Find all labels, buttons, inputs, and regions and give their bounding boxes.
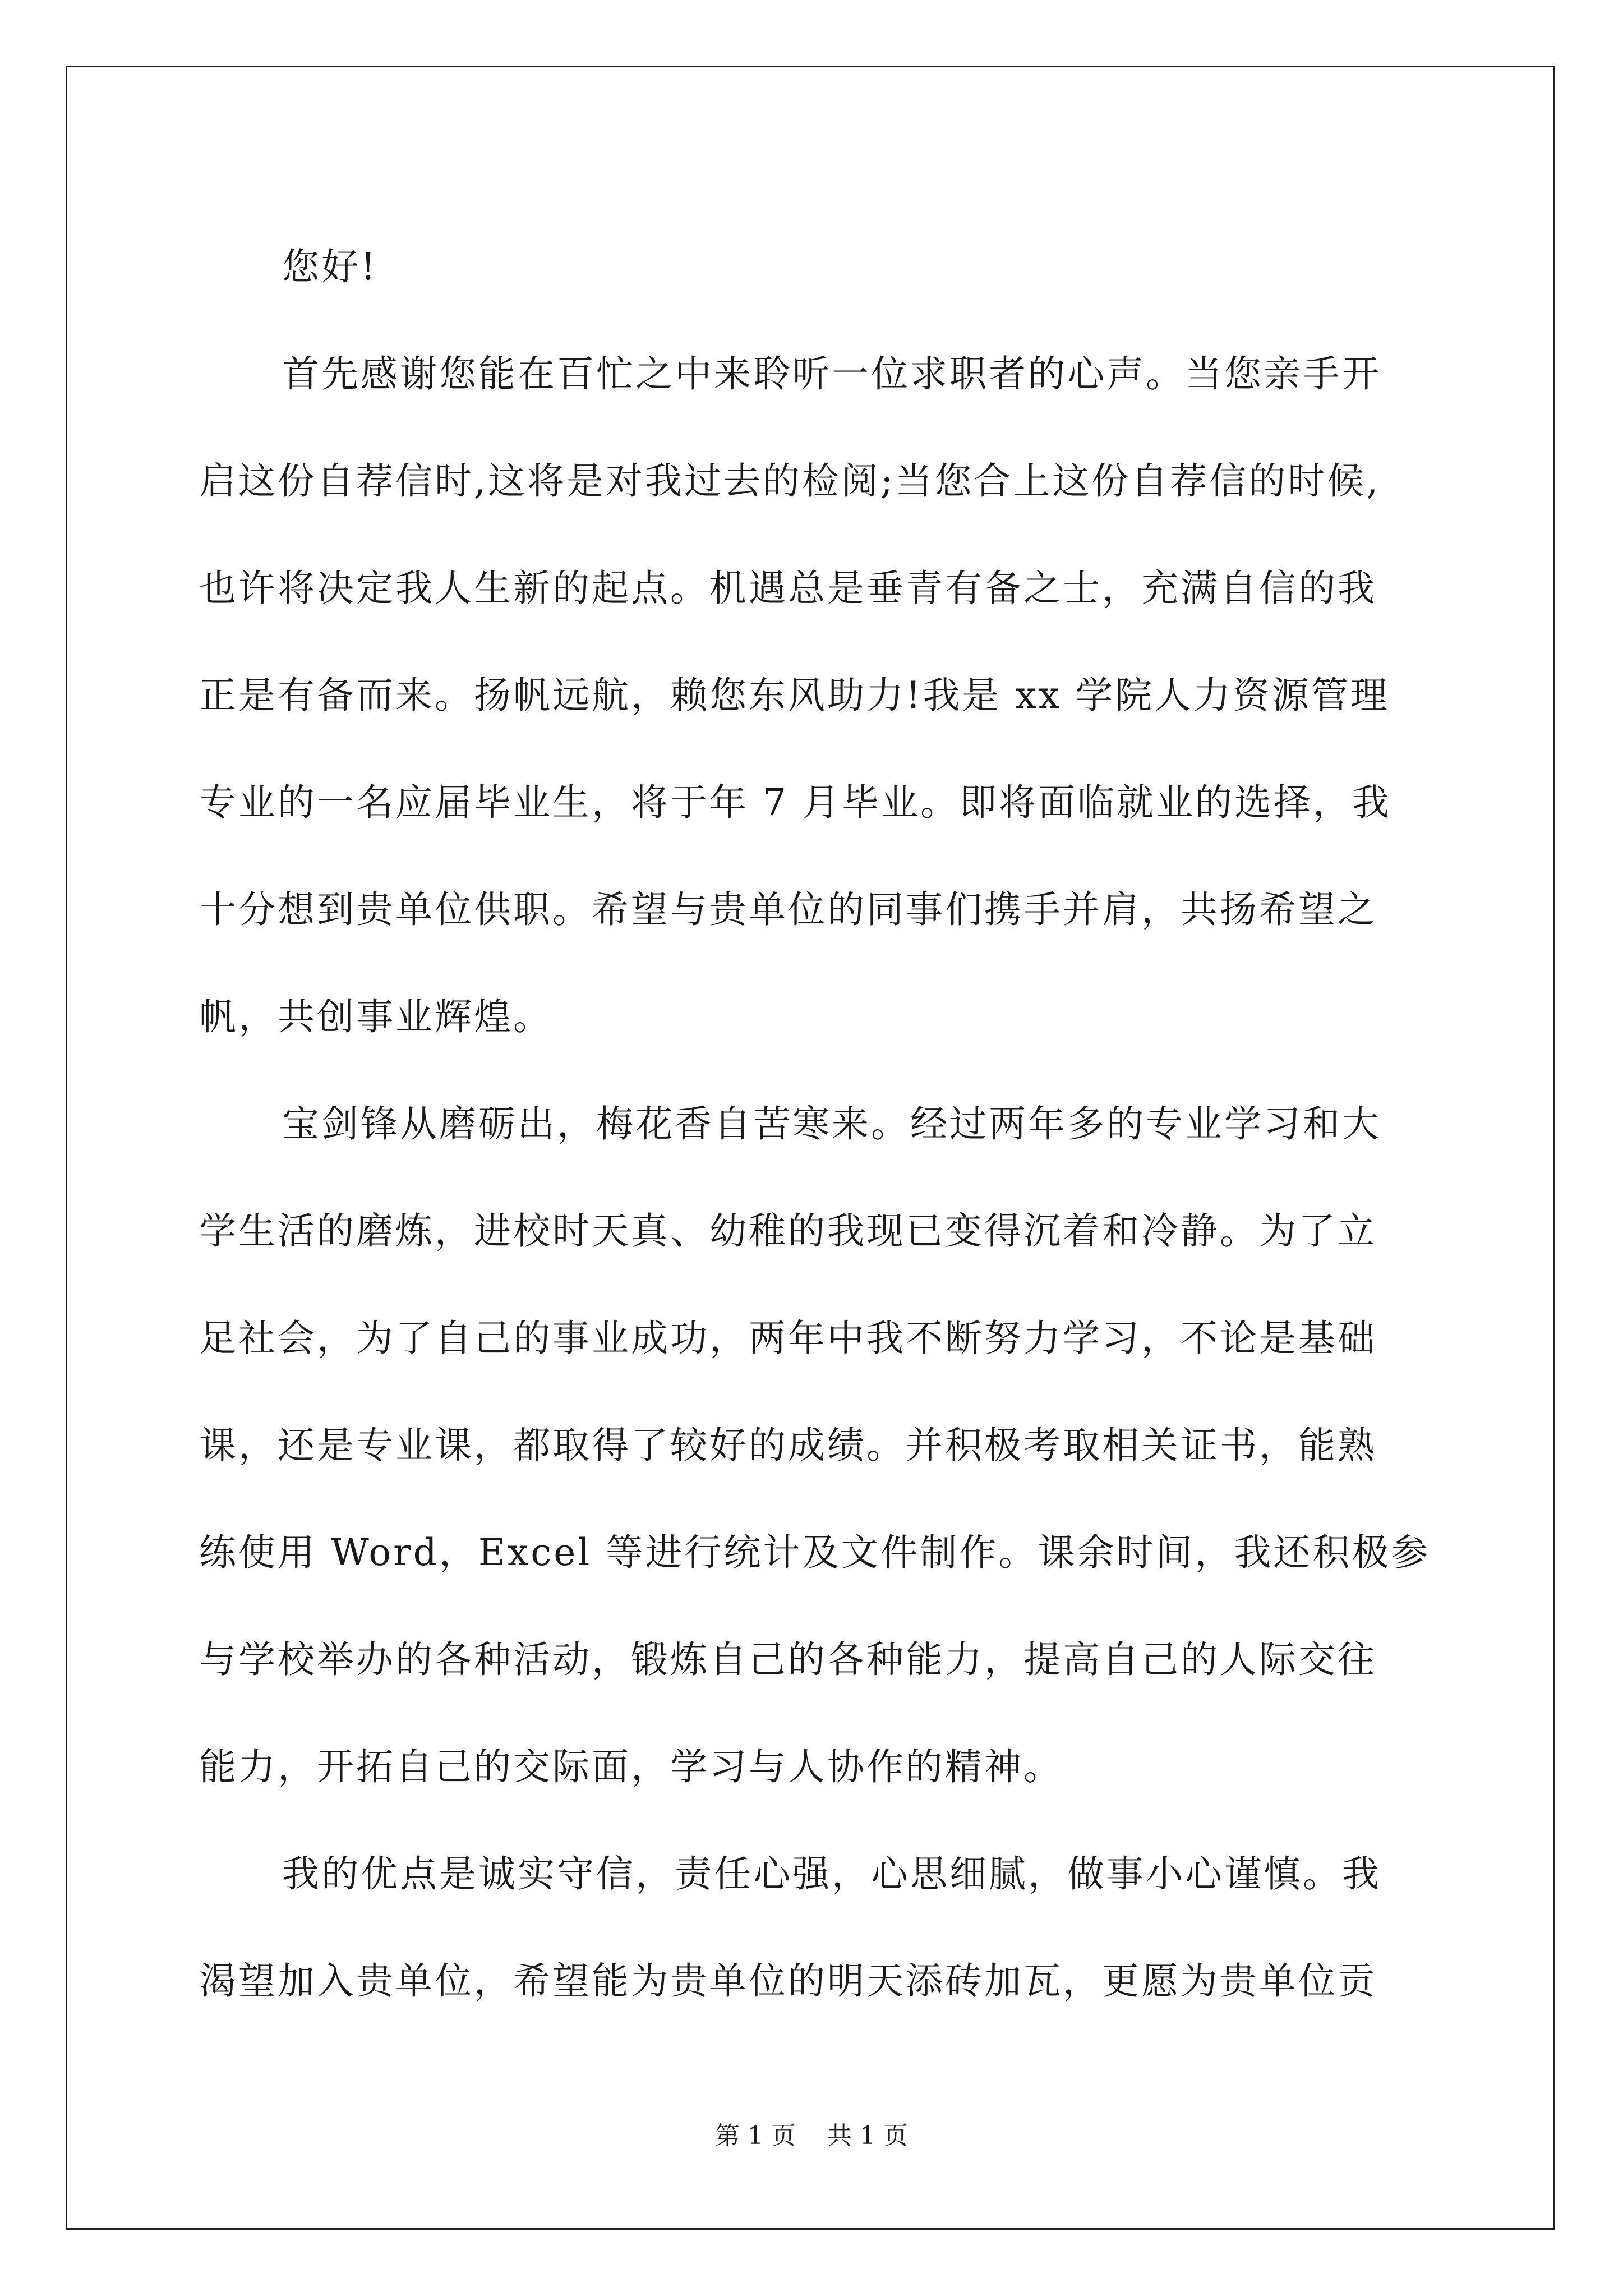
paragraph-line: 宝剑锋从磨砺出，梅花香自苦寒来。经过两年多的专业学习和大 [282, 1102, 1381, 1145]
paragraph-line: 足社会，为了自己的事业成功，两年中我不断努力学习，不论是基础 [199, 1317, 1377, 1360]
paragraph-line: 练使用 Word，Excel 等进行统计及文件制作。课余时间，我还积极参 [199, 1531, 1431, 1574]
paragraph-line: 首先感谢您能在百忙之中来聆听一位求职者的心声。当您亲手开 [282, 352, 1381, 395]
paragraph-line: 学生活的磨炼，进校时天真、幼稚的我现已变得沉着和冷静。为了立 [199, 1209, 1377, 1253]
paragraph-line: 启这份自荐信时,这将是对我过去的检阅;当您合上这份自荐信的时候, [199, 459, 1381, 503]
paragraph-line: 课，还是专业课，都取得了较好的成绩。并积极考取相关证书，能熟 [199, 1424, 1377, 1467]
paragraph-line: 专业的一名应届毕业生，将于年 7 月毕业。即将面临就业的选择，我 [199, 781, 1391, 824]
paragraph-line: 渴望加入贵单位，希望能为贵单位的明天添砖加瓦，更愿为贵单位贡 [199, 1959, 1377, 2003]
paragraph-line: 与学校举办的各种活动，锻炼自己的各种能力，提高自己的人际交往 [199, 1638, 1377, 1681]
page-number: 第 1 页 [715, 2122, 796, 2150]
greeting-line: 您好! [282, 245, 378, 288]
paragraph-line: 我的优点是诚实守信，责任心强，心思细腻，做事小心谨慎。我 [282, 1852, 1381, 1895]
paragraph-line: 正是有备而来。扬帆远航，赖您东风助力!我是 xx 学院人力资源管理 [199, 674, 1390, 717]
paragraph-line: 能力，开拓自己的交际面，学习与人协作的精神。 [199, 1745, 1063, 1788]
paragraph-line: 帆，共创事业辉煌。 [199, 995, 552, 1038]
page-total: 共 1 页 [827, 2122, 908, 2150]
letter-body [199, 213, 1433, 2035]
paragraph-line: 十分想到贵单位供职。希望与贵单位的同事们携手并肩，共扬希望之 [199, 888, 1377, 931]
paragraph-line: 也许将决定我人生新的起点。机遇总是垂青有备之士，充满自信的我 [199, 567, 1377, 610]
page-footer [0, 2119, 1623, 2153]
